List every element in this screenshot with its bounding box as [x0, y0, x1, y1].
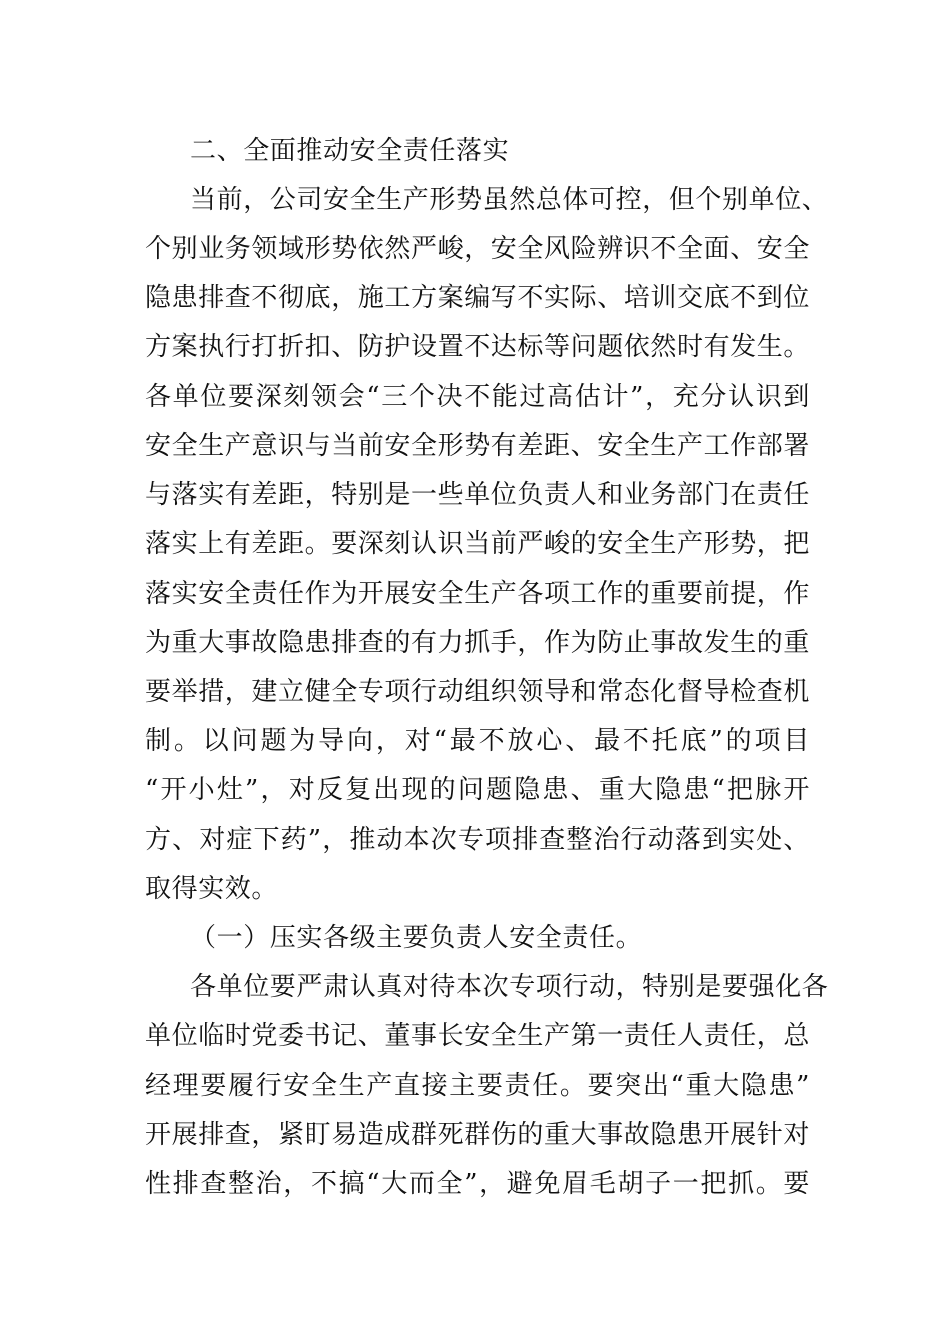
- paragraph-line: 隐患排查不彻底，施工方案编写不实际、培训交底不到位: [145, 283, 811, 313]
- paragraph-line: 落实上有差距。要深刻认识当前严峻的安全生产形势，把: [145, 529, 811, 559]
- paragraph-line: 单位临时党委书记、董事长安全生产第一责任人责任，总: [145, 1021, 811, 1051]
- paragraph-line: 各单位要严肃认真对待本次专项行动，特别是要强化各: [190, 972, 829, 1002]
- paragraph-line: 制。以问题为导向，对“最不放心、最不托底”的项目: [145, 726, 810, 756]
- paragraph-line: 落实安全责任作为开展安全生产各项工作的重要前提，作: [145, 579, 811, 609]
- paragraph-line: “开小灶”，对反复出现的问题隐患、重大隐患“把脉开: [145, 775, 810, 805]
- paragraph-line: 性排查整治，不搞“大而全”，避免眉毛胡子一把抓。要: [145, 1169, 810, 1199]
- paragraph-line: 当前，公司安全生产形势虽然总体可控，但个别单位、: [190, 185, 829, 215]
- paragraph-line: 方、对症下药”，推动本次专项排查整治行动落到实处、: [145, 825, 810, 855]
- subsection-heading: （一）压实各级主要负责人安全责任。: [190, 923, 643, 953]
- paragraph-line: 要举措，建立健全专项行动组织领导和常态化督导检查机: [145, 677, 811, 707]
- paragraph-line: 经理要履行安全生产直接主要责任。要突出“重大隐患”: [145, 1071, 810, 1101]
- paragraph-line: 安全生产意识与当前安全形势有差距、安全生产工作部署: [145, 431, 811, 461]
- paragraph-line: 与落实有差距，特别是一些单位负责人和业务部门在责任: [145, 480, 811, 510]
- paragraph-line: 个别业务领域形势依然严峻，安全风险辨识不全面、安全: [145, 234, 811, 264]
- paragraph-line: 为重大事故隐患排查的有力抓手，作为防止事故发生的重: [145, 628, 811, 658]
- section-heading: 二、全面推动安全责任落实: [190, 136, 510, 166]
- paragraph-line: 各单位要深刻领会“三个决不能过高估计”，充分认识到: [145, 382, 810, 412]
- paragraph-line: 开展排查，紧盯易造成群死群伤的重大事故隐患开展针对: [145, 1120, 811, 1150]
- paragraph-line: 取得实效。: [145, 874, 279, 904]
- paragraph-line: 方案执行打折扣、防护设置不达标等问题依然时有发生。: [145, 332, 811, 362]
